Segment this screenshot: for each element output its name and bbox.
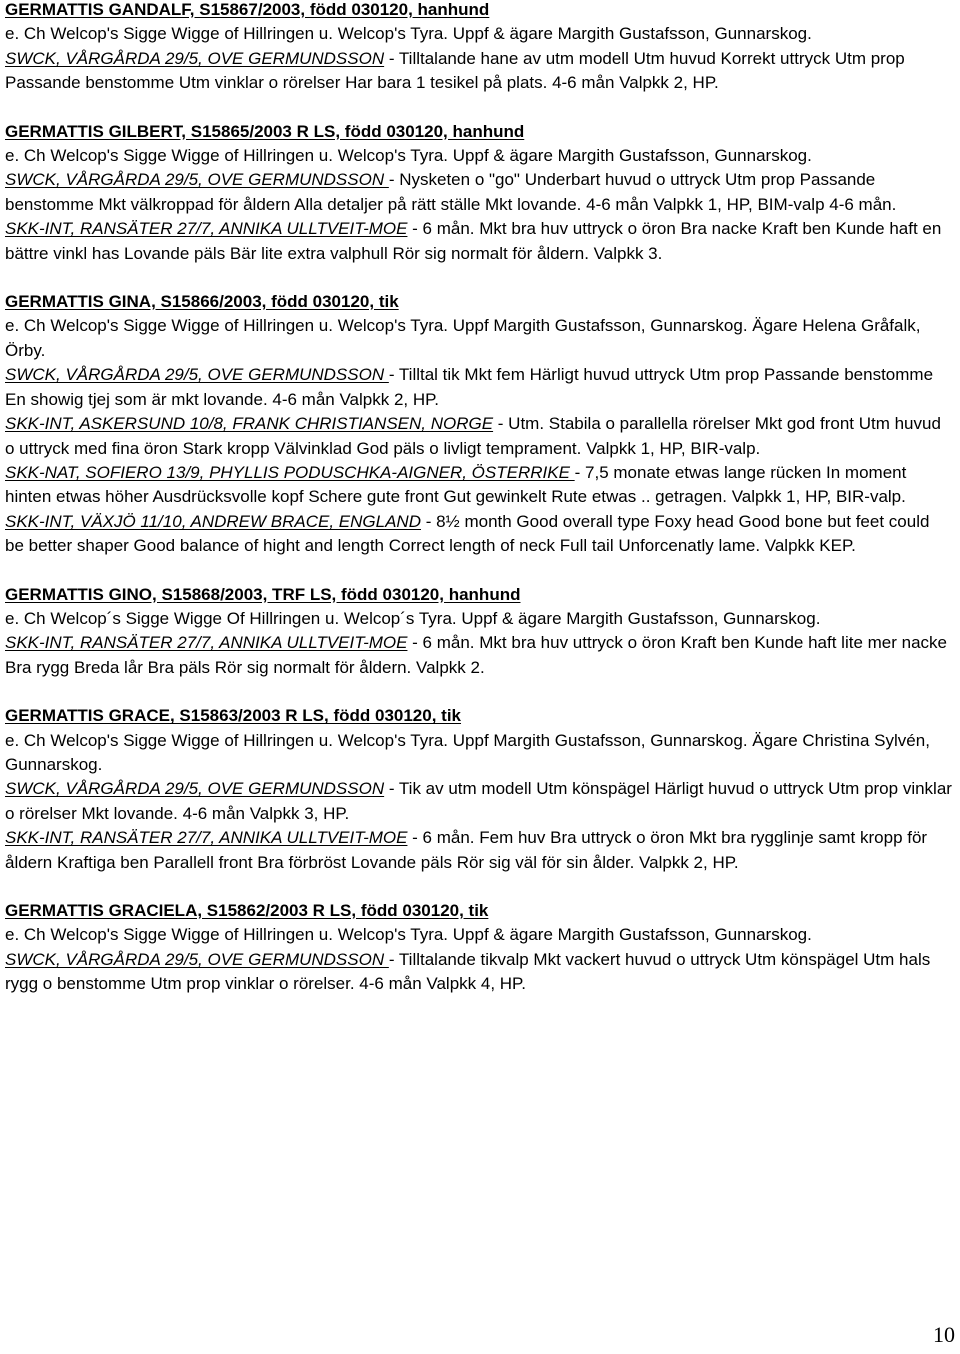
dog-entry-title: GERMATTIS GINO, S15868/2003, TRF LS, född 030120, hanhund: [5, 584, 521, 604]
show-critique: [5, 510, 953, 559]
dog-entry: [5, 0, 953, 96]
critique-text: - Tilltalande hane av utm modell Utm huvud Korrekt uttryck Utm prop Passande benstomme Utm vinklar o rörelser Har bara 1 tesikel på plats. 4-6 mån Valpkk 2, HP.: [5, 48, 905, 93]
critique-text: - 8½ month Good overall type Foxy head Good bone but feet could be better shaper Good balance of hight and length Correct length of neck Full tail Unforcenatly lame. Valpkk KEP.: [5, 511, 930, 556]
dog-entry: [5, 583, 953, 681]
show-judge: SKK-INT, RANSÄTER 27/7, ANNIKA ULLTVEIT-MOE: [5, 633, 408, 653]
show-critique: [5, 461, 953, 510]
pedigree-text: e. Ch Welcop's Sigge Wigge of Hillringen u. Welcop's Tyra. Uppf & ägare Margith Gustafsson, Gunnarskog.: [5, 925, 812, 945]
show-judge: SWCK, VÅRGÅRDA 29/5, OVE GERMUNDSSON: [5, 170, 389, 190]
show-critique: [5, 168, 953, 217]
show-judge: SKK-INT, VÄXJÖ 11/10, ANDREW BRACE, ENGLAND: [5, 511, 421, 531]
show-judge: SKK-INT, RANSÄTER 27/7, ANNIKA ULLTVEIT-MOE: [5, 828, 408, 848]
critique-text: - 6 mån. Fem huv Bra uttryck o öron Mkt bra rygglinje samt kropp för åldern Kraftiga ben Parallell front Bra förbröst Lovande päls Rör sig väl för sin ålder. Valpkk 2, HP.: [5, 828, 928, 872]
critique-text: - Nysketen o "go" Underbart huvud o uttryck Utm prop Passande benstomme Mkt välkroppad för åldern Alla detaljer på rätt ställe Mkt lovande. 4-6 mån Valpkk 1, HP, BIM-valp 4-6 mån.: [5, 170, 897, 214]
critique-text: - Utm. Stabila o parallella rörelser Mkt god front Utm huvud o uttryck med fina öron Stark kropp Välvinklad God päls o livligt temprament. Valpkk 1, HP, BIR-valp.: [5, 414, 941, 458]
show-critique: [5, 47, 953, 96]
dog-entry-title: GERMATTIS GILBERT, S15865/2003 R LS, född 030120, hanhund: [5, 121, 525, 141]
dog-entry: [5, 899, 953, 997]
critique-text: - Tilltal tik Mkt fem Härligt huvud uttryck Utm prop Passande benstomme En showig tjej som är mkt lovande. 4-6 mån Valpkk 2, HP.: [5, 365, 934, 409]
page-number: 10: [933, 1322, 955, 1347]
show-critique: [5, 631, 953, 680]
show-critique: [5, 777, 953, 826]
pedigree-text: e. Ch Welcop's Sigge Wigge of Hillringen u. Welcop's Tyra. Uppf Margith Gustafsson, Gunnarskog. Ägare Helena Gråfalk, Örby.: [5, 316, 921, 360]
document-body: [5, 0, 953, 1021]
show-judge: SKK-INT, ASKERSUND 10/8, FRANK CHRISTIANSEN, NORGE: [5, 414, 494, 434]
show-critique: [5, 948, 953, 997]
pedigree-text: e. Ch Welcop's Sigge Wigge of Hillringen u. Welcop's Tyra. Uppf & ägare Margith Gustafsson, Gunnarskog.: [5, 146, 812, 166]
critique-text: - 7,5 monate etwas lange rücken In moment hinten etwas höher Ausdrücksvolle kopf Schere gute front Gut gewinkelt Rute etwas .. getragen. Valpkk 1, HP, BIR-valp.: [5, 462, 907, 507]
critique-text: - 6 mån. Mkt bra huv uttryck o öron Kraft ben Kunde haft lite mer nacke Bra rygg Breda lår Bra päls Rör sig normalt för åldern. Valpkk 2.: [5, 633, 947, 677]
pedigree-text: e. Ch Welcop´s Sigge Wigge Of Hillringen u. Welcop´s Tyra. Uppf & ägare Margith Gustafsson, Gunnarskog.: [5, 608, 821, 628]
show-judge: SWCK, VÅRGÅRDA 29/5, OVE GERMUNDSSON: [5, 48, 385, 68]
pedigree-text: e. Ch Welcop's Sigge Wigge of Hillringen u. Welcop's Tyra. Uppf Margith Gustafsson, Gunnarskog. Ägare Christina Sylvén, Gunnarskog.: [5, 730, 930, 774]
dog-entry-title: GERMATTIS GANDALF, S15867/2003, född 030120, hanhund: [5, 0, 490, 19]
dog-entry: [5, 120, 953, 266]
dog-entry-title: GERMATTIS GRACE, S15863/2003 R LS, född 030120, tik: [5, 706, 462, 726]
show-judge: SWCK, VÅRGÅRDA 29/5, OVE GERMUNDSSON: [5, 779, 385, 799]
dog-entry-title: GERMATTIS GINA, S15866/2003, född 030120, tik: [5, 292, 399, 312]
critique-text: - Tik av utm modell Utm könspägel Härligt huvud o uttryck Utm prop vinklar o rörelser Mkt lovande. 4-6 mån Valpkk 3, HP.: [5, 779, 952, 823]
show-judge: SWCK, VÅRGÅRDA 29/5, OVE GERMUNDSSON: [5, 365, 389, 385]
dog-entry-title: GERMATTIS GRACIELA, S15862/2003 R LS, född 030120, tik: [5, 901, 489, 920]
show-judge: SKK-NAT, SOFIERO 13/9, PHYLLIS PODUSCHKA-AIGNER, ÖSTERRIKE: [5, 462, 575, 482]
show-critique: [5, 363, 953, 412]
show-critique: [5, 412, 953, 461]
pedigree-text: e. Ch Welcop's Sigge Wigge of Hillringen u. Welcop's Tyra. Uppf & ägare Margith Gustafsson, Gunnarskog.: [5, 24, 812, 44]
critique-text: - 6 mån. Mkt bra huv uttryck o öron Bra nacke Kraft ben Kunde haft en bättre vinkl has Lovande päls Bär lite extra valphull Rör sig normalt för åldern. Valpkk 3.: [5, 219, 942, 263]
dog-entry: [5, 290, 953, 558]
dog-entry: [5, 704, 953, 875]
critique-text: - Tilltalande tikvalp Mkt vackert huvud o uttryck Utm könspägel Utm hals rygg o benstomme Utm prop vinklar o rörelser. 4-6 mån Valpkk 4, HP.: [5, 949, 931, 994]
show-critique: [5, 826, 953, 875]
show-judge: SKK-INT, RANSÄTER 27/7, ANNIKA ULLTVEIT-MOE: [5, 219, 408, 239]
show-critique: [5, 217, 953, 266]
show-judge: SWCK, VÅRGÅRDA 29/5, OVE GERMUNDSSON: [5, 949, 389, 969]
